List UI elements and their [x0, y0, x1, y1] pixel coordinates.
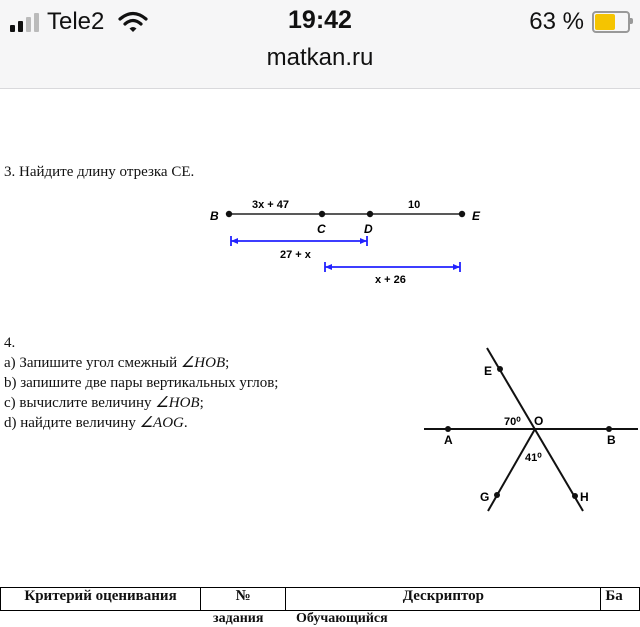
question-4-text [4, 333, 278, 433]
table-header: Дескриптор [286, 588, 601, 611]
table-header: Критерий оценивания [1, 588, 201, 611]
battery-percent: 63 % [529, 8, 584, 35]
battery-indicator [529, 8, 630, 36]
point-a-label: A [444, 433, 453, 447]
angles-diagram [410, 343, 640, 523]
battery-icon [592, 11, 630, 33]
angle-41-label: 41⁰ [525, 452, 542, 464]
table-header-row [1, 588, 640, 611]
criteria-table [0, 587, 640, 611]
point-c-label: C [317, 222, 326, 236]
point-h-label: H [580, 490, 589, 504]
table-subheader-descriptor: Обучающийся [296, 611, 388, 626]
segment-de-length: 10 [408, 199, 421, 211]
question-4-number: 4. [4, 335, 16, 351]
segment-ce-expression: x + 26 [375, 274, 406, 286]
question-4a: a) Запишите угол смежный ∠HOB; [4, 355, 230, 371]
point-d-label: D [364, 222, 373, 236]
document-page [0, 89, 640, 626]
table-header: № [201, 588, 286, 611]
question-3-text: 3. Найдите длину отрезка CE. [4, 164, 195, 180]
point-o-label: O [534, 414, 544, 428]
point-b-label: B [210, 209, 219, 223]
point-e-label: E [484, 364, 493, 378]
segment-bc-expression: 3x + 47 [252, 199, 290, 211]
carrier-name: Tele2 [47, 8, 105, 35]
point-e-label: E [472, 209, 481, 223]
table-subheader-number: задания [213, 611, 264, 626]
address-bar-url[interactable]: matkan.ru [266, 44, 374, 71]
segment-bd-expression: 27 + x [280, 249, 311, 261]
question-4d: d) найдите величину ∠AOG. [4, 415, 188, 431]
table-header: Ба [601, 588, 640, 611]
question-4c: c) вычислите величину ∠HOB; [4, 395, 204, 411]
segment-diagram [0, 189, 640, 309]
status-bar [0, 0, 640, 89]
point-g-label: G [480, 490, 490, 504]
question-4b: b) запишите две пары вертикальных углов; [4, 375, 279, 391]
clock: 19:42 [288, 6, 352, 34]
point-b-label: B [607, 433, 616, 447]
angle-70-label: 70⁰ [504, 416, 521, 428]
